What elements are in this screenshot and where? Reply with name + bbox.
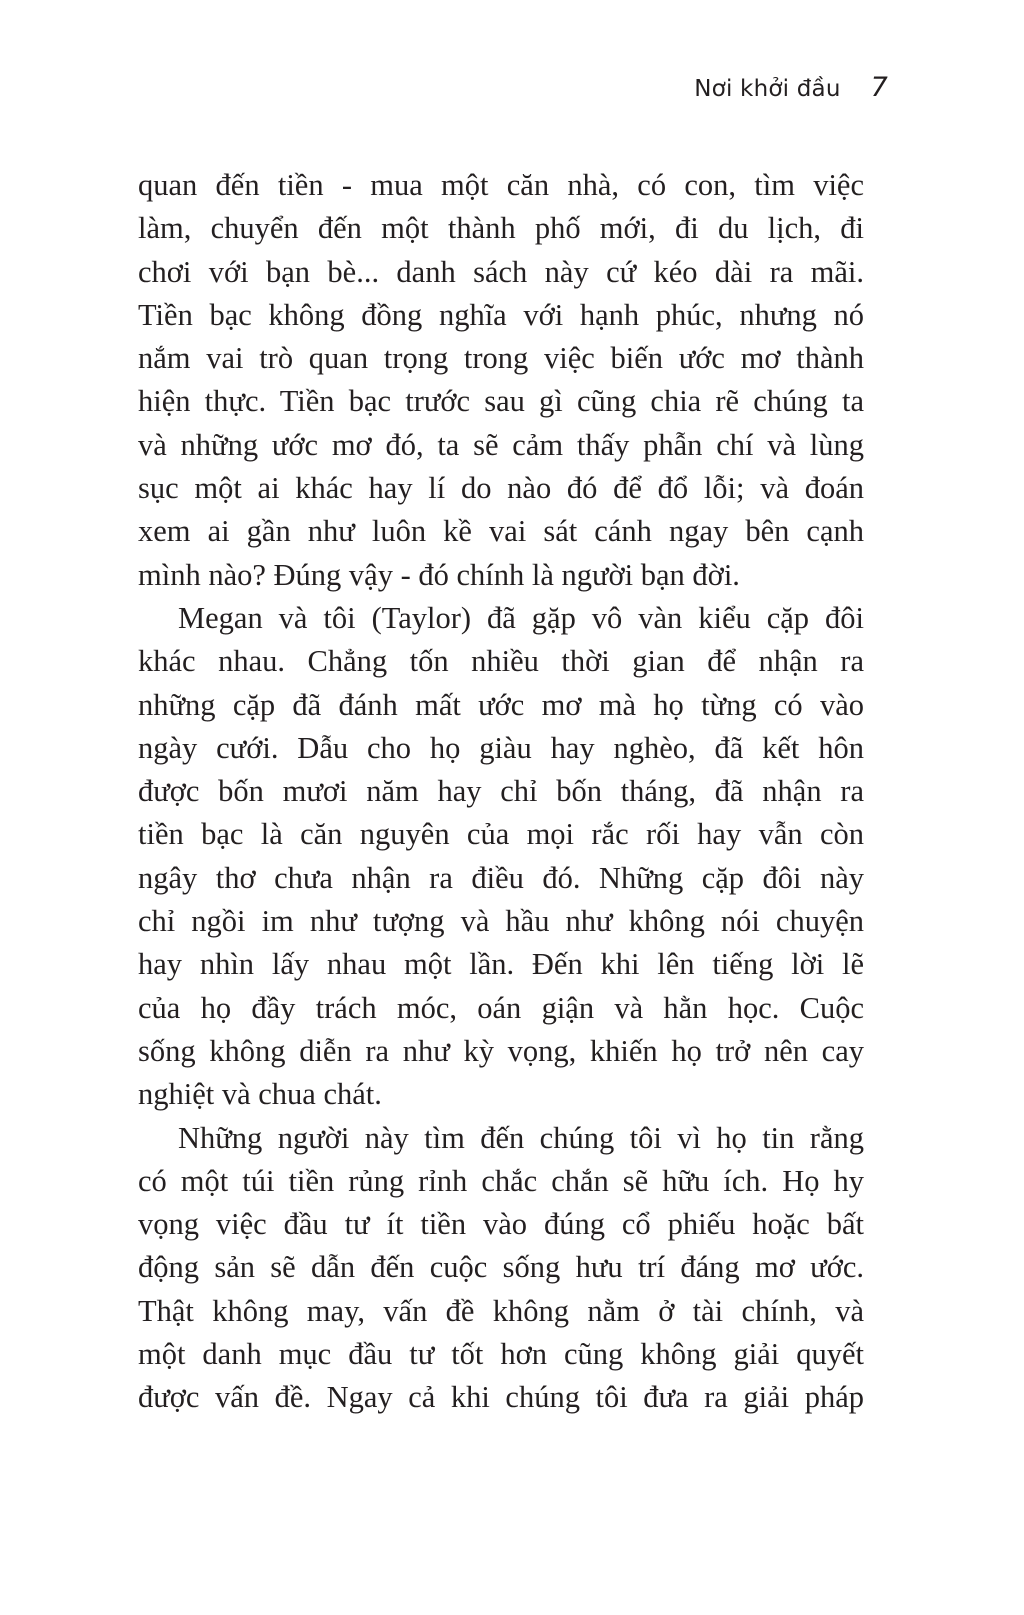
text-line: sục một ai khác hay lí do nào đó để đổ lỗi; và đoán	[138, 471, 864, 506]
body-text	[138, 164, 864, 1420]
text-line: ngày cưới. Dẫu cho họ giàu hay nghèo, đã kết hôn	[138, 730, 864, 765]
text-line: được bốn mươi năm hay chỉ bốn tháng, đã nhận ra	[138, 774, 864, 809]
paragraph-1	[138, 164, 864, 597]
text-line: Những người này tìm đến chúng tôi vì họ tin rằng	[178, 1120, 864, 1155]
text-line: khác nhau. Chẳng tốn nhiều thời gian để nhận ra	[138, 644, 864, 679]
text-line: tiền bạc là căn nguyên của mọi rắc rối hay vẫn còn	[138, 817, 864, 852]
text-line: làm, chuyển đến một thành phố mới, đi du lịch, đi	[138, 211, 864, 246]
text-line: một danh mục đầu tư tốt hơn cũng không giải quyết	[138, 1337, 864, 1372]
paragraph-3	[138, 1117, 864, 1420]
text-line: hiện thực. Tiền bạc trước sau gì cũng chia rẽ chúng ta	[138, 384, 864, 419]
text-line: chơi với bạn bè... danh sách này cứ kéo dài ra mãi.	[138, 254, 864, 289]
text-line: của họ đầy trách móc, oán giận và hằn học. Cuộc	[138, 990, 864, 1025]
text-line: Megan và tôi (Taylor) đã gặp vô vàn kiểu cặp đôi	[178, 600, 864, 635]
text-line: được vấn đề. Ngay cả khi chúng tôi đưa ra giải pháp	[138, 1380, 864, 1415]
text-line: và những ước mơ đó, ta sẽ cảm thấy phẫn chí và lùng	[138, 427, 864, 462]
text-line: sống không diễn ra như kỳ vọng, khiến họ trở nên cay	[138, 1033, 864, 1068]
text-line: xem ai gần như luôn kề vai sát cánh ngay bên cạnh	[138, 514, 864, 549]
chapter-title: Nơi khởi đầu	[694, 76, 841, 102]
paragraph-2	[138, 597, 864, 1117]
page-number: 7	[870, 72, 888, 103]
text-line: có một túi tiền rủng rỉnh chắc chắn sẽ hữu ích. Họ hy	[138, 1163, 864, 1198]
text-line: Tiền bạc không đồng nghĩa với hạnh phúc, nhưng nó	[138, 297, 864, 332]
text-line: nắm vai trò quan trọng trong việc biến ước mơ thành	[138, 341, 864, 376]
text-line: vọng việc đầu tư ít tiền vào đúng cổ phiếu hoặc bất	[138, 1207, 864, 1242]
text-line: Thật không may, vấn đề không nằm ở tài chính, và	[138, 1293, 864, 1328]
text-line: mình nào? Đúng vậy - đó chính là người bạn đời.	[138, 557, 740, 592]
text-line: chỉ ngồi im như tượng và hầu như không nói chuyện	[138, 904, 864, 939]
text-line: động sản sẽ dẫn đến cuộc sống hưu trí đáng mơ ước.	[138, 1250, 864, 1285]
text-line: quan đến tiền - mua một căn nhà, có con, tìm việc	[138, 168, 864, 202]
text-line: những cặp đã đánh mất ước mơ mà họ từng có vào	[138, 687, 864, 722]
text-line: ngây thơ chưa nhận ra điều đó. Những cặp đôi này	[138, 860, 864, 895]
running-head	[694, 72, 888, 103]
text-line: nghiệt và chua chát.	[138, 1077, 382, 1112]
text-line: hay nhìn lấy nhau một lần. Đến khi lên tiếng lời lẽ	[138, 947, 864, 982]
